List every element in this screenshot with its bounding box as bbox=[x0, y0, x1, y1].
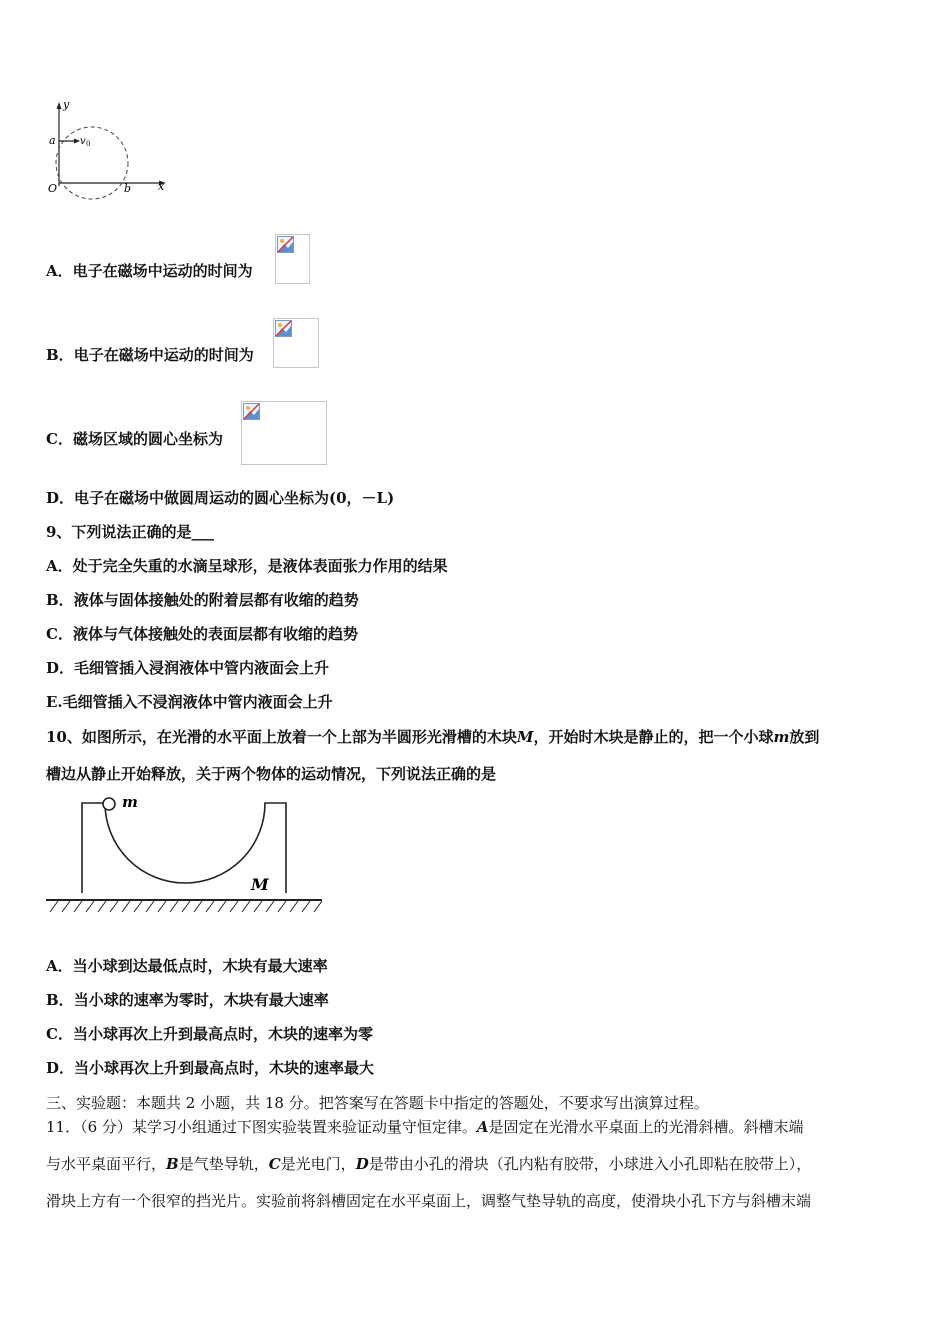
label-M: M bbox=[251, 875, 269, 894]
magnetic-field-region bbox=[56, 127, 128, 199]
option-label: C． bbox=[46, 1025, 73, 1043]
q8-option-d bbox=[46, 488, 394, 508]
option-text: 液体与气体接触处的表面层都有收缩的趋势 bbox=[72, 625, 358, 643]
stem-text: 放到 bbox=[789, 728, 820, 746]
broken-image-icon bbox=[243, 403, 260, 420]
q8-option-c bbox=[46, 429, 223, 449]
stem-text: 是固定在光滑水平桌面上的光滑斜槽。斜槽末端 bbox=[488, 1118, 804, 1136]
q10-stem-line1 bbox=[46, 727, 819, 747]
option-text: 处于完全失重的水滴呈球形，是液体表面张力作用的结果 bbox=[72, 557, 448, 575]
q9-option-c bbox=[46, 624, 358, 644]
var-C: C bbox=[268, 1155, 281, 1173]
option-text: 当小球到达最低点时，木块有最大速率 bbox=[72, 957, 328, 975]
q11-line3: 滑块上方有一个很窄的挡光片。实验前将斜槽固定在水平桌面上，调整气垫导轨的高度，使滑块小孔下方与斜槽末端 bbox=[46, 1192, 812, 1210]
broken-image-icon bbox=[277, 236, 294, 253]
circle-field-figure bbox=[44, 96, 174, 206]
option-text: 当小球的速率为零时，木块有最大速率 bbox=[73, 991, 329, 1009]
option-label: D． bbox=[46, 1059, 75, 1077]
section-3-heading: 三、实验题：本题共 2 小题，共 18 分。把答案写在答题卡中指定的答题处，不要求写出演算过程。 bbox=[46, 1094, 709, 1112]
label-a: a bbox=[49, 134, 56, 147]
option-label: D． bbox=[46, 489, 75, 507]
q8-option-b bbox=[46, 345, 254, 365]
label-v: v bbox=[80, 136, 86, 147]
label-m: m bbox=[122, 793, 138, 811]
q11-line1 bbox=[46, 1117, 804, 1137]
small-ball bbox=[103, 798, 115, 810]
stem-text: 10、如图所示，在光滑的水平面上放着一个上部为半圆形光滑槽的木块 bbox=[46, 728, 517, 746]
option-label: C． bbox=[46, 625, 73, 643]
q9-option-b bbox=[46, 590, 359, 610]
q10-option-c bbox=[46, 1024, 373, 1044]
var-m: m bbox=[773, 728, 790, 746]
formula-image-c bbox=[241, 401, 327, 465]
var-A: A bbox=[476, 1118, 489, 1136]
stem-text: 是带由小孔的滑块（孔内粘有胶带，小球进入小孔即粘在胶带上）， bbox=[368, 1155, 812, 1173]
q9-option-d bbox=[46, 658, 329, 678]
q10-option-d bbox=[46, 1058, 374, 1078]
stem-text: ，开始时木块是静止的，把一个小球 bbox=[533, 728, 774, 746]
option-text: 电子在磁场中做圆周运动的圆心坐标为(0，－L) bbox=[74, 489, 395, 507]
option-label: C． bbox=[46, 430, 73, 448]
option-text: 液体与固体接触处的附着层都有收缩的趋势 bbox=[73, 591, 359, 609]
option-text: 磁场区域的圆心坐标为 bbox=[72, 430, 223, 448]
q9-stem: 9、下列说法正确的是___ bbox=[46, 523, 214, 541]
stem-text: 是气垫导轨， bbox=[178, 1155, 269, 1173]
option-label: A． bbox=[46, 957, 73, 975]
broken-image-icon bbox=[275, 320, 292, 337]
stem-text: 与水平桌面平行， bbox=[46, 1155, 167, 1173]
option-text: 当小球再次上升到最高点时，木块的速率最大 bbox=[74, 1059, 375, 1077]
label-o: O bbox=[48, 182, 58, 195]
formula-image-b bbox=[273, 318, 319, 368]
option-label: B． bbox=[46, 591, 74, 609]
option-text: 毛细管插入不浸润液体中管内液面会上升 bbox=[62, 693, 333, 711]
var-M: M bbox=[516, 728, 534, 746]
option-label: B． bbox=[46, 991, 74, 1009]
option-text: 毛细管插入浸润液体中管内液面会上升 bbox=[74, 659, 330, 677]
option-label: A． bbox=[46, 262, 73, 280]
q10-stem-line2: 槽边从静止开始释放，关于两个物体的运动情况，下列说法正确的是 bbox=[46, 765, 497, 783]
option-label: E. bbox=[46, 693, 63, 711]
label-x: x bbox=[158, 180, 165, 193]
option-text: 电子在磁场中运动的时间为 bbox=[73, 346, 254, 364]
option-text: 电子在磁场中运动的时间为 bbox=[72, 262, 253, 280]
q9-option-e bbox=[46, 692, 333, 712]
ground-hatch bbox=[50, 901, 322, 912]
stem-text: 11．（6 分）某学习小组通过下图实验装置来验证动量守恒定律。 bbox=[46, 1118, 477, 1136]
var-B: B bbox=[166, 1155, 179, 1173]
var-D: D bbox=[355, 1155, 369, 1173]
q9-option-a bbox=[46, 556, 448, 576]
option-text: 当小球再次上升到最高点时，木块的速率为零 bbox=[72, 1025, 373, 1043]
q8-option-a bbox=[46, 261, 253, 281]
label-y: y bbox=[63, 98, 70, 111]
option-label: B． bbox=[46, 346, 74, 364]
label-v-sub: 0 bbox=[86, 140, 91, 148]
option-label: A． bbox=[46, 557, 73, 575]
q10-option-a bbox=[46, 956, 328, 976]
option-label: D． bbox=[46, 659, 75, 677]
formula-image-a bbox=[275, 234, 310, 284]
label-b: b bbox=[124, 182, 132, 195]
semicircle-groove-figure bbox=[46, 793, 322, 919]
stem-text: 是光电门， bbox=[280, 1155, 356, 1173]
q11-line2 bbox=[46, 1154, 811, 1174]
q10-option-b bbox=[46, 990, 329, 1010]
